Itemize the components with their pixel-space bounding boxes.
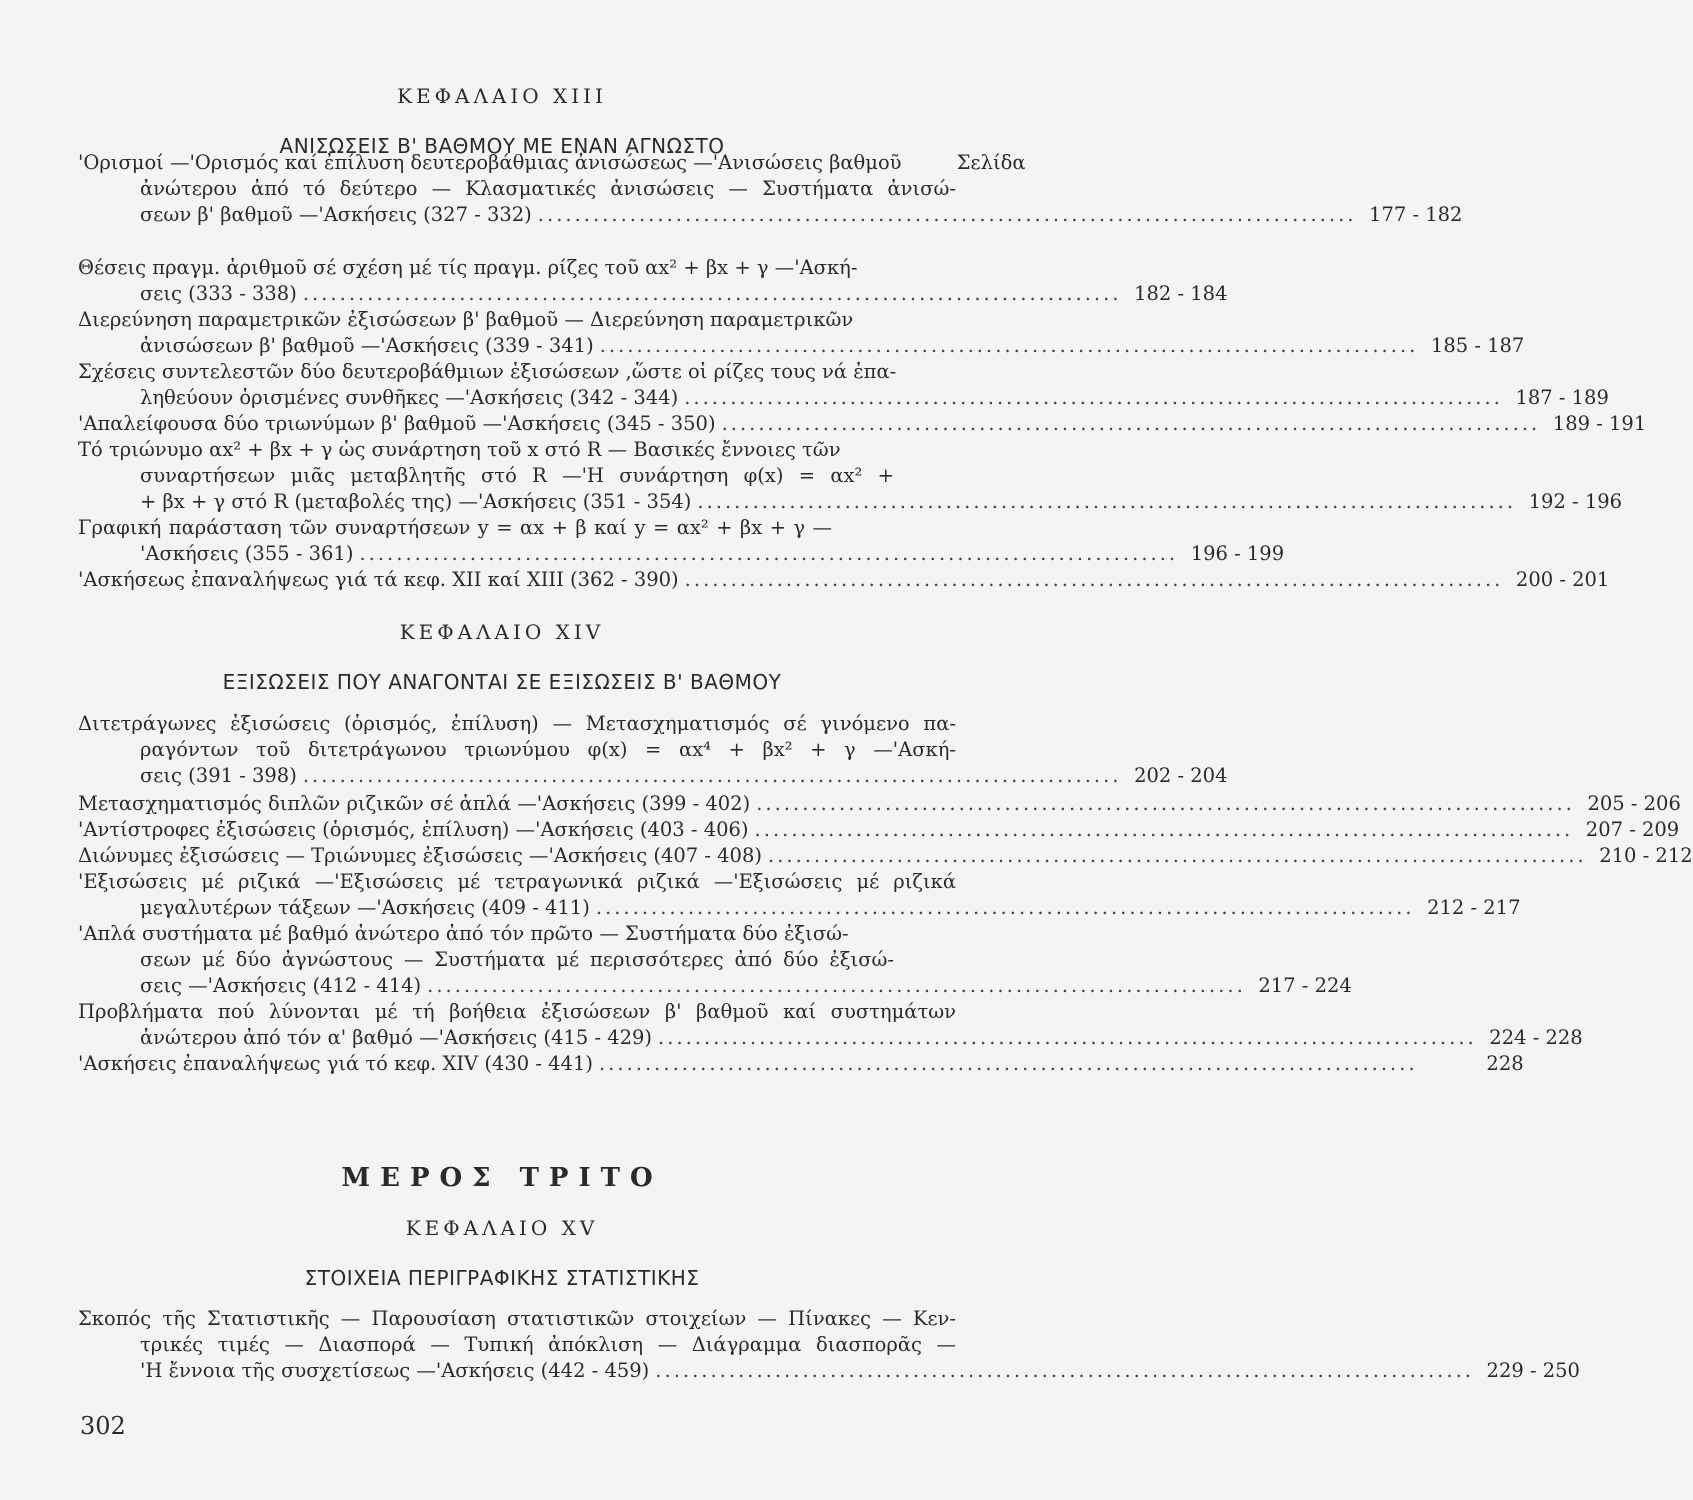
toc-entry-pages: 177 - 182 — [1369, 203, 1463, 226]
chapter-13-label: ΚΕΦΑΛΑΙΟ XIII — [397, 84, 607, 108]
toc-entry-line: ληθεύουν ὁρισμένες συνθῆκες —'Ασκήσεις (342 - 344) — [140, 386, 679, 409]
toc-entry-line: σεων β' βαθμοῦ —'Ασκήσεις (327 - 332) — [140, 203, 532, 226]
toc-entry-line: 'Ορισμοί —'Ορισμός καί ἐπίλυση δευτεροβάθμιας ἀνισώσεως —'Ανισώσεις βαθμοῦ — [78, 151, 902, 174]
toc-entry-pages: 224 - 228 — [1489, 1026, 1583, 1049]
dot-leader: ......................................................................................... — [684, 568, 1504, 591]
toc-entry-line: 'Η ἔννοια τῆς συσχετίσεως —'Ασκήσεις (442 - 459) — [140, 1359, 650, 1382]
dot-leader: ......................................................................................... — [427, 974, 1246, 997]
dot-leader: ......................................................................................... — [302, 282, 1122, 305]
toc-entry-pages: 192 - 196 — [1528, 490, 1623, 513]
toc-entry-line: Διώνυμες ἐξισώσεις — Τριώνυμες ἐξισώσεις —'Ασκήσεις (407 - 408) — [78, 844, 762, 867]
chapter-15-title: ΣΤΟΙΧΕΙΑ ΠΕΡΙΓΡΑΦΙΚΗΣ ΣΤΑΤΙΣΤΙΚΗΣ — [304, 1266, 700, 1290]
dot-leader: ......................................................................................... — [754, 818, 1574, 841]
toc-entry-line: + βx + γ στό R (μεταβολές της) —'Ασκήσεις (351 - 354) — [140, 490, 692, 513]
toc-entry-pages: 187 - 189 — [1515, 386, 1609, 409]
toc-entry-line: 'Απλά συστήματα μέ βαθμό ἀνώτερο ἀπό τόν πρῶτο — Συστήματα δύο ἐξισώ- — [78, 922, 849, 945]
toc-entry-line: ἀνώτερου ἀπό τόν α' βαθμό —'Ασκήσεις (415 - 429) — [140, 1026, 653, 1049]
dot-leader: ......................................................................................... — [598, 1052, 1418, 1075]
dot-leader: ......................................................................................... — [697, 490, 1517, 513]
toc-entry-line: Διτετράγωνες ἐξισώσεις (ὁρισμός, ἐπίλυση) — Μετασχηματισμός σέ γινόμενο πα- — [78, 712, 956, 735]
toc-entry-line: Θέσεις πραγμ. ἀριθμοῦ σέ σχέση μέ τίς πραγμ. ρίζες τοῦ αx² + βx + γ —'Ασκή- — [78, 256, 858, 279]
toc-entry-pages: 189 - 191 — [1552, 412, 1647, 435]
toc-entry-pages: 212 - 217 — [1427, 896, 1521, 919]
toc-entry-pages: 210 - 212 — [1599, 844, 1693, 867]
toc-entry-pages: 202 - 204 — [1134, 764, 1228, 787]
toc-entry-line: σεις (333 - 338) — [140, 282, 297, 305]
toc-entry-pages: 228 — [1486, 1052, 1524, 1075]
dot-leader: ......................................................................................... — [537, 203, 1357, 226]
dot-leader: ......................................................................................... — [658, 1026, 1477, 1049]
chapter-14-label: ΚΕΦΑΛΑΙΟ XIV — [399, 620, 605, 644]
dot-leader: ......................................................................................... — [767, 844, 1587, 867]
toc-entry-line: τρικές τιμές — Διασπορά — Τυπική ἀπόκλιση — Διάγραμμα διασπορᾶς — — [140, 1333, 956, 1356]
toc-entry-pages: 182 - 184 — [1134, 282, 1228, 305]
dot-leader: ......................................................................................... — [655, 1359, 1474, 1382]
dot-leader: ......................................................................................... — [302, 764, 1122, 787]
chapter-15-label: ΚΕΦΑΛΑΙΟ XV — [405, 1216, 599, 1240]
toc-entry-line: ραγόντων τοῦ διτετράγωνου τριωνύμου φ(x) = αx⁴ + βx² + γ —'Ασκή- — [140, 738, 956, 761]
toc-entry-line: Γραφική παράσταση τῶν συναρτήσεων y = αx + β καί y = αx² + βx + γ — — [78, 516, 832, 539]
toc-entry-line: Μετασχηματισμός διπλῶν ριζικῶν σέ ἁπλά —'Ασκήσεις (399 - 402) — [78, 792, 751, 815]
toc-entry-line: μεγαλυτέρων τάξεων —'Ασκήσεις (409 - 411) — [140, 896, 590, 919]
toc-entry-line: 'Αντίστροφες ἐξισώσεις (ὁρισμός, ἐπίλυση) —'Ασκήσεις (403 - 406) — [78, 818, 749, 841]
toc-entry-line: 'Εξισώσεις μέ ριζικά —'Εξισώσεις μέ τετραγωνικά ριζικά —'Εξισώσεις μέ ριζικά — [78, 870, 956, 893]
page-column-label: Σελίδα — [956, 151, 1026, 174]
toc-entry-line: ἀνισώσεων β' βαθμοῦ —'Ασκήσεις (339 - 341) — [140, 334, 594, 357]
chapter-14-title: ΕΞΙΣΩΣΕΙΣ ΠΟΥ ΑΝΑΓΟΝΤΑΙ ΣΕ ΕΞΙΣΩΣΕΙΣ Β' ΒΑΘΜΟΥ — [222, 670, 782, 694]
toc-entry-line: Σχέσεις συντελεστῶν δύο δευτεροβάθμιων ἐξισώσεων ,ὥστε οἱ ρίζες τους νά ἐπα- — [78, 360, 897, 383]
toc-entry-pages: 205 - 206 — [1587, 792, 1681, 815]
toc-entry-pages: 196 - 199 — [1190, 542, 1285, 565]
dot-leader: ......................................................................................... — [359, 542, 1179, 565]
toc-entry-pages: 185 - 187 — [1430, 334, 1525, 357]
toc-entry-pages: 207 - 209 — [1585, 818, 1680, 841]
dot-leader: ......................................................................................... — [599, 334, 1419, 357]
dot-leader: ......................................................................................... — [684, 386, 1503, 409]
dot-leader: ......................................................................................... — [756, 792, 1575, 815]
chapter-13-title: ΑΝΙΣΩΣΕΙΣ Β' ΒΑΘΜΟΥ ΜΕ ΕΝΑΝ ΑΓΝΩΣΤΟ — [279, 134, 725, 158]
toc-entry-line: 'Ασκήσεις (355 - 361) — [140, 542, 354, 565]
dot-leader: ......................................................................................... — [595, 896, 1415, 919]
toc-entry-line: Τό τριώνυμο αx² + βx + γ ὡς συνάρτηση τοῦ x στό R — Βασικές ἔννοιες τῶν — [78, 438, 841, 461]
toc-entry-line: Προβλήματα πού λύνονται μέ τή βοήθεια ἐξισώσεων β' βαθμοῦ καί συστημάτων — [78, 1000, 956, 1023]
page-number: 302 — [80, 1412, 126, 1440]
toc-entry-pages: 200 - 201 — [1515, 568, 1610, 591]
toc-entry-line: συναρτήσεων μιᾶς μεταβλητῆς στό R —'Η συνάρτηση φ(x) = αx² + — [140, 464, 894, 487]
dot-leader: ......................................................................................... — [721, 412, 1541, 435]
toc-entry-line: 'Ασκήσεις ἐπαναλήψεως γιά τό κεφ. XIV (430 - 441) — [78, 1052, 593, 1075]
toc-entry-pages: 229 - 250 — [1486, 1359, 1580, 1382]
part-three-title: ΜΕΡΟΣ ΤΡΙΤΟ — [341, 1163, 663, 1193]
toc-entry-line: Διερεύνηση παραμετρικῶν ἐξισώσεων β' βαθμοῦ — Διερεύνηση παραμετρικῶν — [78, 308, 854, 331]
toc-entry-line: σεις —'Ασκήσεις (412 - 414) — [140, 974, 422, 997]
toc-entry-line: σεις (391 - 398) — [140, 764, 297, 787]
toc-entry-line: 'Ασκήσεως ἐπαναλήψεως γιά τά κεφ. XII καί XIII (362 - 390) — [78, 568, 679, 591]
toc-entry-line: Σκοπός τῆς Στατιστικῆς — Παρουσίαση στατιστικῶν στοιχείων — Πίνακες — Κεν- — [78, 1307, 956, 1330]
toc-entry-line: 'Απαλείφουσα δύο τριωνύμων β' βαθμοῦ —'Ασκήσεις (345 - 350) — [78, 412, 716, 435]
toc-entry-line: ἀνώτερου ἀπό τό δεύτερο — Κλασματικές ἀνισώσεις — Συστήματα ἀνισώ- — [140, 177, 956, 200]
toc-entry-line: σεων μέ δύο ἀγνώστους — Συστήματα μέ περισσότερες ἀπό δύο ἐξισώ- — [140, 948, 894, 971]
toc-entry-pages: 217 - 224 — [1258, 974, 1352, 997]
